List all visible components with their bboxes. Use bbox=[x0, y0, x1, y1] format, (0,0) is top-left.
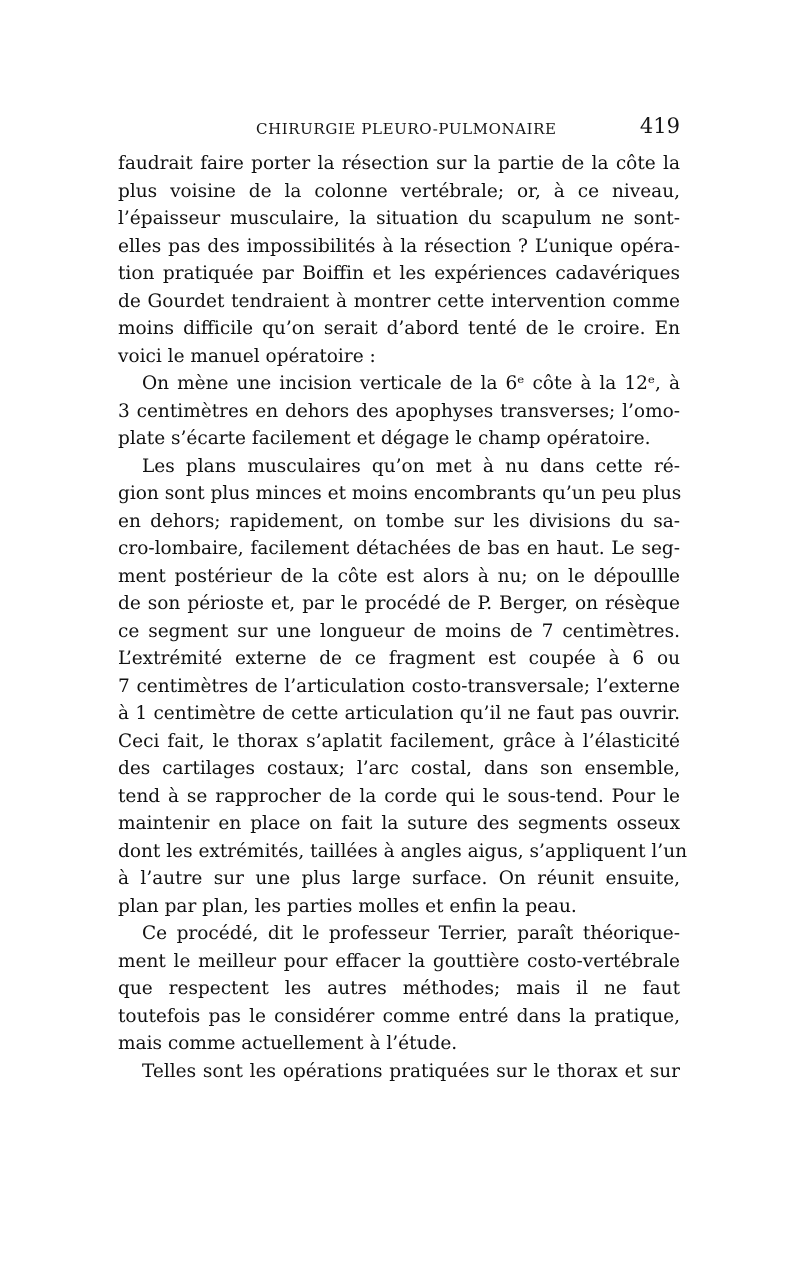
running-title: CHIRURGIE PLEURO-PULMONAIRE bbox=[256, 120, 557, 138]
text-line: tion pratiquée par Boiffin et les expériences cadavériques bbox=[118, 263, 680, 284]
text-line: de son périoste et, par le procédé de P. Berger, on résèque bbox=[118, 593, 680, 614]
text-line: faudrait faire porter la résection sur la partie de la côte la bbox=[118, 153, 680, 174]
text-line: des cartilages costaux; l’arc costal, dans son ensemble, bbox=[118, 758, 680, 779]
text-line: moins difficile qu’on serait d’abord tenté de le croire. En bbox=[118, 318, 680, 339]
text-line: cro-lombaire, facilement détachées de bas en haut. Le seg- bbox=[118, 538, 680, 559]
text-line: maintenir en place on fait la suture des segments osseux bbox=[118, 813, 680, 834]
body-text bbox=[118, 150, 688, 1085]
text-line: que respectent les autres méthodes; mais il ne faut bbox=[118, 978, 680, 999]
text-line: Ceci fait, le thorax s’aplatit facilement, grâce à l’élasticité bbox=[118, 730, 680, 752]
text-line: à l’autre sur une plus large surface. On réunit ensuite, bbox=[118, 868, 680, 889]
text-line: ce segment sur une longueur de moins de 7 centimètres. bbox=[118, 620, 680, 642]
text-line: à 1 centimètre de cette articulation qu’il ne faut pas ouvrir. bbox=[118, 703, 680, 724]
text-line: plus voisine de la colonne vertébrale; or, à ce niveau, bbox=[118, 180, 680, 202]
text-line: Ce procédé, dit le professeur Terrier, paraît théorique- bbox=[142, 923, 680, 944]
text-line: On mène une incision verticale de la 6ᵉ côte à la 12ᵉ, à bbox=[142, 373, 680, 394]
text-line: en dehors; rapidement, on tombe sur les divisions du sa- bbox=[118, 510, 680, 532]
text-line: ment postérieur de la côte est alors à nu; on le dépoullle bbox=[118, 565, 680, 587]
text-line: plate s’écarte facilement et dégage le champ opératoire. bbox=[118, 428, 651, 449]
text-line: dont les extrémités, taillées à angles aigus, s’appliquent l’un bbox=[118, 840, 688, 862]
text-line: plan par plan, les parties molles et enfin la peau. bbox=[118, 895, 577, 917]
text-line: ment le meilleur pour effacer la gouttière costo-vertébrale bbox=[118, 950, 680, 972]
text-line: 7 centimètres de l’articulation costo-transversale; l’externe bbox=[118, 675, 680, 697]
text-line: tend à se rapprocher de la corde qui le sous-tend. Pour le bbox=[118, 785, 680, 807]
text-line: L’extrémité externe de ce fragment est coupée à 6 ou bbox=[118, 648, 680, 669]
text-line: gion sont plus minces et moins encombrants qu’un peu plus bbox=[118, 483, 682, 504]
text-line: Les plans musculaires qu’on met à nu dans cette ré- bbox=[142, 455, 680, 477]
text-line: Telles sont les opérations pratiquées sur le thorax et sur bbox=[142, 1060, 680, 1082]
page-number: 419 bbox=[639, 114, 680, 138]
text-line: voici le manuel opératoire : bbox=[118, 345, 376, 367]
text-line: mais comme actuellement à l’étude. bbox=[118, 1033, 458, 1054]
text-line: elles pas des impossibilités à la résection ? L’unique opéra- bbox=[118, 235, 680, 257]
text-line: 3 centimètres en dehors des apophyses transverses; l’omo- bbox=[118, 400, 680, 422]
text-line: l’épaisseur musculaire, la situation du scapulum ne sont- bbox=[118, 208, 680, 229]
text-line: toutefois pas le considérer comme entré dans la pratique, bbox=[118, 1005, 680, 1027]
running-head bbox=[118, 114, 680, 142]
text-line: de Gourdet tendraient à montrer cette intervention comme bbox=[118, 290, 680, 312]
